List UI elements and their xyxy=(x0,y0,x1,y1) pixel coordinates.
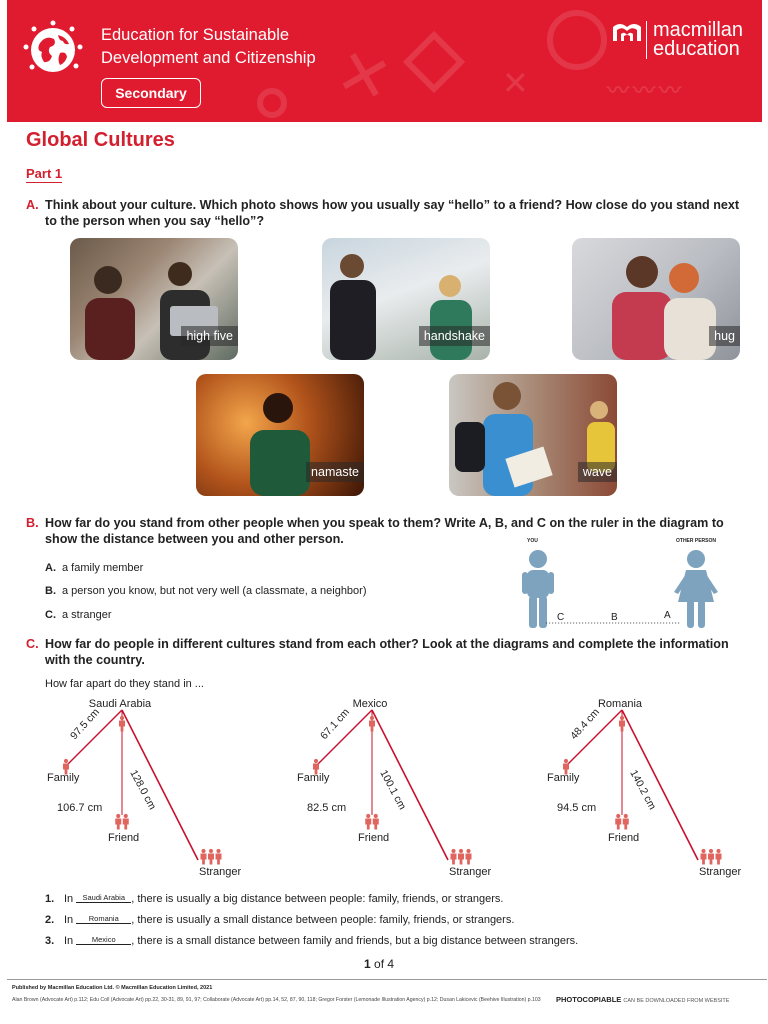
globe-logo-icon xyxy=(22,19,84,81)
stranger-distance-label: 140.2 cm xyxy=(627,768,659,812)
download-note: CAN BE DOWNLOADED FROM WEBSITE xyxy=(623,998,730,1004)
country-label: Romania xyxy=(597,698,643,710)
question-c xyxy=(26,636,740,668)
ruler-mark-b: B xyxy=(611,612,618,623)
publisher-name-line-1: macmillan xyxy=(653,19,744,41)
sentence-pre: In xyxy=(64,893,74,905)
photo-caption: wave xyxy=(578,462,617,482)
distance-diagrams xyxy=(0,690,768,885)
sentence-post: , there is usually a big distance between people: family, friends, or strangers. xyxy=(131,893,504,905)
photo-caption: namaste xyxy=(306,462,364,482)
sentence-pre: In xyxy=(64,914,74,926)
photo-namaste xyxy=(196,374,364,496)
stranger-label: Stranger xyxy=(449,866,492,878)
photo-wave xyxy=(449,374,617,496)
person-icon xyxy=(701,849,722,865)
question-letter: A. xyxy=(26,198,39,212)
option-c xyxy=(45,609,112,621)
person-icon xyxy=(115,814,129,830)
ruler-mark-a: A xyxy=(664,610,671,621)
sentence-pre: In xyxy=(64,935,74,947)
series-title xyxy=(101,24,316,70)
question-text: How far do people in different cultures stand from each other? Look at the diagrams and complete the information with the country. xyxy=(45,637,729,667)
sentence-number: 3. xyxy=(45,935,55,947)
header-banner: ✕ ✕ 〰〰〰 xyxy=(7,0,762,122)
diagrams-intro: How far apart do they stand in ... xyxy=(45,678,204,690)
option-letter: C. xyxy=(45,609,56,621)
stranger-distance-label: 128.0 cm xyxy=(127,768,159,812)
page-number xyxy=(364,957,394,971)
photo-caption: hug xyxy=(709,326,740,346)
option-b xyxy=(45,585,367,597)
person-icon xyxy=(451,849,472,865)
person-icon xyxy=(619,716,625,732)
friend-label: Friend xyxy=(608,832,640,844)
question-text: Think about your culture. Which photo shows how you usually say “hello” to a friend? How close do you stand next to the person when you say “hello”? xyxy=(45,198,740,228)
series-title-line-2: Development and Citizenship xyxy=(101,49,316,67)
person-icon xyxy=(369,716,375,732)
distance-ruler-diagram xyxy=(510,536,730,632)
photo-caption: handshake xyxy=(419,326,490,346)
sentence-number: 1. xyxy=(45,893,55,905)
option-text: a stranger xyxy=(62,609,112,621)
distance-triangle xyxy=(500,690,750,885)
stranger-distance-label: 100.1 cm xyxy=(377,768,409,812)
publisher-logo xyxy=(612,21,743,59)
fill-sentence-1 xyxy=(45,893,503,905)
distance-triangle xyxy=(250,690,500,885)
family-label: Family xyxy=(297,772,330,784)
footer-photocopiable xyxy=(556,995,729,1004)
family-label: Family xyxy=(547,772,580,784)
footer-divider xyxy=(7,979,767,980)
ruler-mark-c: C xyxy=(557,612,565,623)
country-label: Saudi Arabia xyxy=(88,698,152,710)
footer-credits: Alan Brown (Advocate Art) p.112; Edu Coll (Advocate Art) pp.22, 30-31, 89, 91, 97; Collaborate (Advocate Art) pp.14, 52, 87, 90, 118; Gregor Forster (Lemonade Illustration Agency) p.12; Dusan Lakicevic (Beehive Illustration) p.103 xyxy=(12,997,541,1003)
friend-distance-label: 106.7 cm xyxy=(57,802,103,814)
photo-hug xyxy=(572,238,740,360)
family-distance-label: 48.4 cm xyxy=(568,706,602,743)
publisher-name-line-2: education xyxy=(653,38,740,60)
family-label: Family xyxy=(47,772,80,784)
question-text: How far do you stand from other people when you speak to them? Write A, B, and C on the ruler in the diagram to show the distance between you and other person. xyxy=(45,516,724,546)
distance-triangle xyxy=(0,690,250,885)
photo-handshake xyxy=(322,238,490,360)
sentence-post: , there is a small distance between family and friends, but a big distance between strangers. xyxy=(131,935,579,947)
distance-diagram-2 xyxy=(250,690,500,885)
answer-blank[interactable]: Romania xyxy=(76,914,131,924)
photo-high-five xyxy=(70,238,238,360)
friend-label: Friend xyxy=(108,832,140,844)
sentence-post: , there is usually a small distance between people: family, friends, or strangers. xyxy=(131,914,515,926)
page-current: 1 xyxy=(364,957,371,971)
level-badge: Secondary xyxy=(101,78,201,108)
option-text: a person you know, but not very well (a classmate, a neighbor) xyxy=(62,585,367,597)
footer-published: Published by Macmillan Education Ltd. © Macmillan Education Limited, 2021 xyxy=(12,985,213,991)
distance-diagram-3 xyxy=(500,690,750,885)
person-icon xyxy=(200,849,221,865)
person-icon xyxy=(119,716,125,732)
fill-sentence-3 xyxy=(45,935,578,947)
person-icon xyxy=(615,814,629,830)
family-distance-label: 67.1 cm xyxy=(318,706,352,743)
friend-distance-label: 94.5 cm xyxy=(557,802,597,814)
distance-diagram-1 xyxy=(0,690,250,885)
fill-sentence-2 xyxy=(45,914,514,926)
family-distance-label: 97.5 cm xyxy=(68,706,102,743)
page-total: of 4 xyxy=(374,957,395,971)
macmillan-m-icon xyxy=(612,21,642,43)
series-title-line-1: Education for Sustainable xyxy=(101,26,290,44)
question-letter: C. xyxy=(26,637,39,651)
answer-blank[interactable]: Mexico xyxy=(76,935,131,945)
friend-distance-label: 82.5 cm xyxy=(307,802,347,814)
stranger-label: Stranger xyxy=(199,866,242,878)
person-icon xyxy=(365,814,379,830)
sentence-number: 2. xyxy=(45,914,55,926)
option-letter: B. xyxy=(45,585,56,597)
friend-label: Friend xyxy=(358,832,390,844)
option-letter: A. xyxy=(45,562,56,574)
country-label: Mexico xyxy=(352,698,388,710)
photocopiable-label: PHOTOCOPIABLE xyxy=(556,995,622,1004)
question-a xyxy=(26,197,740,229)
page-title: Global Cultures xyxy=(26,129,175,151)
other-person-label: OTHER PERSON xyxy=(676,538,717,544)
question-letter: B. xyxy=(26,516,39,530)
part-label: Part 1 xyxy=(26,166,63,181)
you-label: YOU xyxy=(527,538,538,544)
stranger-label: Stranger xyxy=(699,866,742,878)
option-text: a family member xyxy=(62,562,144,574)
option-a xyxy=(45,562,143,574)
photo-caption: high five xyxy=(181,326,238,346)
answer-blank[interactable]: Saudi Arabia xyxy=(76,893,131,903)
